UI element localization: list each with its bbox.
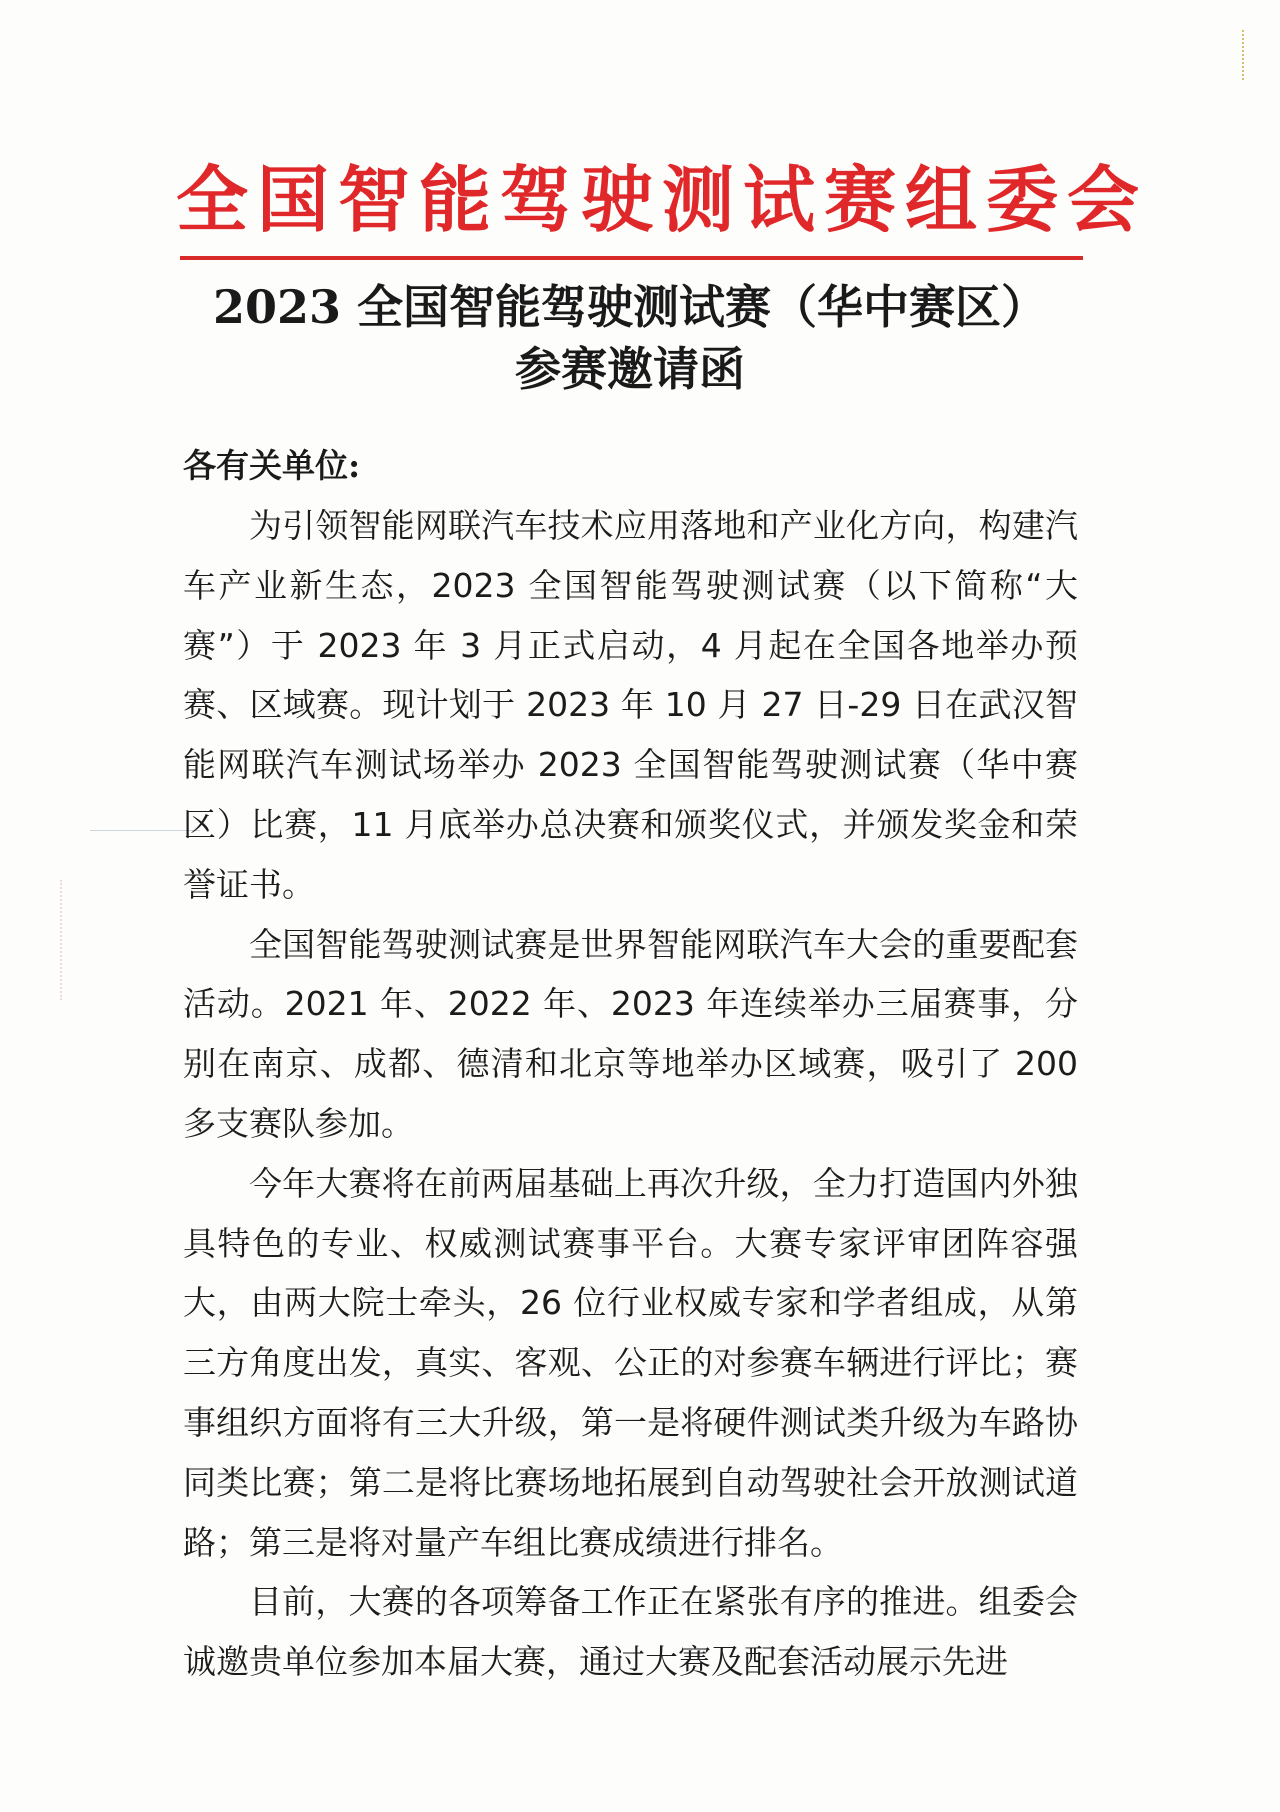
paragraph-2: 全国智能驾驶测试赛是世界智能网联汽车大会的重要配套活动。2021 年、2022 年、2023 年连续举办三届赛事，分别在南京、成都、德清和北京等地举办区域赛，吸引了 200 多支赛队参加。	[183, 924, 1078, 1143]
document-title	[150, 276, 1110, 400]
letterhead-red-rule	[180, 256, 1083, 260]
paragraph-1: 为引领智能网联汽车技术应用落地和产业化方向，构建汽车产业新生态，2023 全国智能驾驶测试赛（以下简称“大赛”）于 2023 年 3 月正式启动，4 月起在全国各地举办预赛、区域赛。现计划于 2023 年 10 月 27 日-29 日在武汉智能网联汽车测试场举办 2023 全国智能驾驶测试赛（华中赛区）比赛，11 月底举办总决赛和颁奖仪式，并颁发奖金和荣誉证书。	[183, 506, 1078, 904]
faint-seal-mark	[60, 880, 122, 1000]
scan-margin-mark	[1242, 30, 1250, 80]
salutation: 各有关单位:	[183, 446, 361, 485]
letter-body	[183, 496, 1078, 1692]
paragraph-3: 今年大赛将在前两届基础上再次升级，全力打造国内外独具特色的专业、权威测试赛事平台。大赛专家评审团阵容强大，由两大院士牵头，26 位行业权威专家和学者组成，从第三方角度出发，真实、客观、公正的对参赛车辆进行评比；赛事组织方面将有三大升级，第一是将硬件测试类升级为车路协同类比赛；第二是将比赛场地拓展到自动驾驶社会开放测试道路；第三是将对量产车组比赛成绩进行排名。	[183, 1163, 1078, 1562]
document-title-line-2: 参赛邀请函	[515, 342, 745, 396]
paragraph-4: 目前，大赛的各项筹备工作正在紧张有序的推进。组委会诚邀贵单位参加本届大赛，通过大赛及配套活动展示先进	[183, 1582, 1078, 1682]
document-title-line-1: 2023 全国智能驾驶测试赛（华中赛区）	[212, 280, 1048, 334]
organization-letterhead: 全国智能驾驶测试赛组委会	[176, 158, 1149, 242]
